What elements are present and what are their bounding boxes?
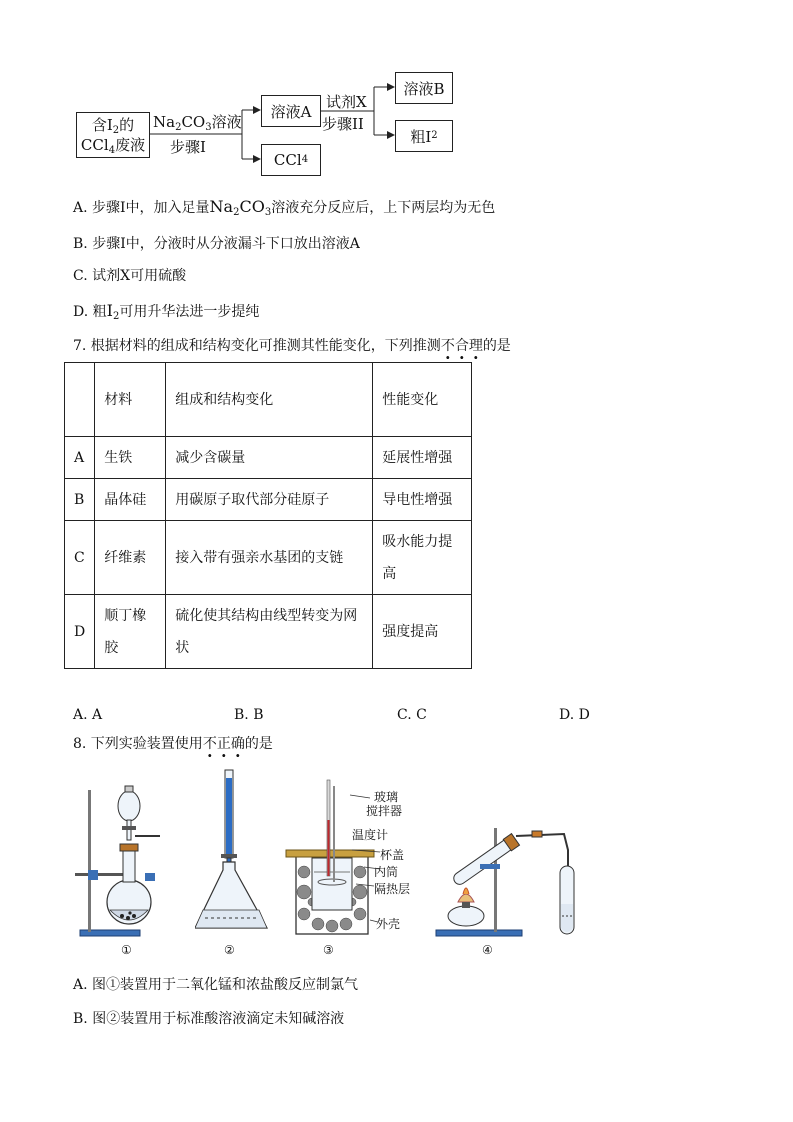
q8-stem: 8. 下列实验装置使用不正确的是 (73, 736, 273, 752)
row-change: 减少含碳量 (166, 437, 373, 479)
q6-option-b: B. 步骤I中，分液时从分液漏斗下口放出溶液A (73, 236, 360, 252)
table-header-row (65, 363, 472, 437)
row-key: C (65, 521, 95, 595)
table-header-cell (65, 363, 95, 437)
q7-option-c: C. C (397, 707, 427, 723)
row-property: 强度提高 (373, 595, 472, 669)
row-change: 用碳原子取代部分硅原子 (166, 479, 373, 521)
flow-step1-label: 步骤I (170, 138, 206, 156)
flow-start-line1: 含$I_2$的 (91, 116, 135, 136)
table-header-cell: 材料 (95, 363, 166, 437)
q7-option-d: D. D (559, 707, 590, 723)
q7-stem: 7. 根据材料的组成和结构变化可推测其性能变化，下列推测不合理的是 (73, 338, 511, 354)
q7-option-a: A. A (73, 707, 103, 723)
row-material: 生铁 (95, 437, 166, 479)
q6-option-a: A. 步骤I中，加入足量$Na_2CO_3$溶液充分反应后，上下两层均为无色 (73, 197, 496, 218)
flow-solution-a-box: 溶液A (261, 95, 321, 127)
calorimeter-label-lid: 杯盖 (380, 848, 405, 862)
row-property: 吸水能力提高 (373, 521, 472, 595)
table-row (65, 521, 472, 595)
apparatus-figure-1 (70, 770, 180, 940)
q8-option-a: A. 图①装置用于二氧化锰和浓盐酸反应制氯气 (73, 977, 359, 993)
q6-option-d: D. 粗$I_2$可用升华法进一步提纯 (73, 301, 260, 322)
table-row (65, 479, 472, 521)
figure-label-3: ③ (323, 943, 334, 957)
figure-label-2: ② (224, 943, 235, 957)
flow-reagent-label: $Na_2CO_3$溶液 (153, 113, 242, 133)
flow-start-line2: CCl$_4$废液 (80, 136, 146, 156)
table-header-cell: 性能变化 (373, 363, 472, 437)
row-property: 延展性增强 (373, 437, 472, 479)
flow-solution-b-box: 溶液B (395, 72, 453, 104)
table-row (65, 437, 472, 479)
table-row (65, 595, 472, 669)
row-material: 顺丁橡胶 (95, 595, 166, 669)
row-key: A (65, 437, 95, 479)
calorimeter-label-insulation: 隔热层 (374, 882, 411, 896)
q6-option-c: C. 试剂X可用硫酸 (73, 268, 187, 284)
figure-label-4: ④ (482, 943, 493, 957)
flow-ccl4-box: CCl 4 (261, 144, 321, 176)
row-key: D (65, 595, 95, 669)
row-material: 晶体硅 (95, 479, 166, 521)
flow-step2-label: 步骤II (322, 115, 364, 133)
apparatus-figure-2 (195, 768, 285, 938)
q8-option-b: B. 图②装置用于标准酸溶液滴定未知碱溶液 (73, 1011, 345, 1027)
flow-crude-i2-box: 粗I 2 (395, 120, 453, 152)
table-header-cell: 组成和结构变化 (166, 363, 373, 437)
calorimeter-leader-lines (330, 790, 390, 930)
q7-option-b: B. B (234, 707, 264, 723)
flow-arrows (0, 0, 793, 200)
calorimeter-label-stirrer: 搅拌器 (366, 804, 403, 818)
calorimeter-label-inner-cup: 内筒 (374, 865, 399, 879)
q7-material-table (64, 362, 472, 669)
apparatus-figure-4 (428, 820, 588, 940)
row-material: 纤维素 (95, 521, 166, 595)
row-property: 导电性增强 (373, 479, 472, 521)
row-key: B (65, 479, 95, 521)
figure-label-1: ① (121, 943, 132, 957)
calorimeter-label-glass: 玻璃 (374, 790, 399, 804)
row-change: 接入带有强亲水基团的支链 (166, 521, 373, 595)
row-change: 硫化使其结构由线型转变为网状 (166, 595, 373, 669)
calorimeter-label-thermometer: 温度计 (352, 828, 389, 842)
calorimeter-label-shell: 外壳 (376, 917, 401, 931)
flow-reagent-x-label: 试剂X (326, 93, 367, 111)
